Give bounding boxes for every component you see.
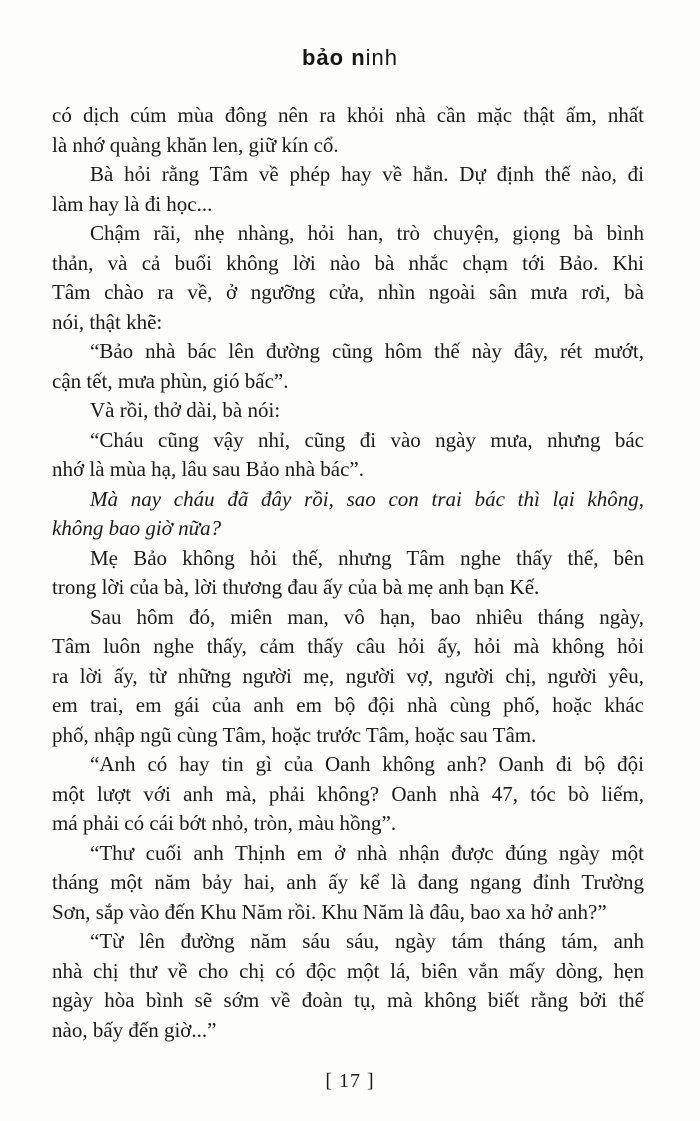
text-line: em trai, em gái của anh em bộ đội nhà cùng phố, hoặc khác xyxy=(52,693,644,717)
text-line: nào, bấy đến giờ...” xyxy=(52,1017,217,1042)
page-footer xyxy=(0,1066,700,1096)
text-line: một lượt với anh mà, phải không? Oanh nhà 47, tóc bò liếm, xyxy=(52,781,644,806)
text-line: Mà nay cháu đã đây rồi, sao con trai bác thì lại không, xyxy=(90,486,644,511)
author-name-light: inh xyxy=(365,45,399,70)
text-line: Sau hôm đó, miên man, vô hạn, bao nhiêu tháng ngày, xyxy=(90,604,644,629)
text-line: “Bảo nhà bác lên đường cũng hôm thế này đây, rét mướt, xyxy=(90,339,644,363)
text-line: là nhớ quàng khăn len, giữ kín cổ. xyxy=(52,132,339,157)
text-line: Sơn, sắp vào đến Khu Năm rồi. Khu Năm là đâu, bao xa hở anh?” xyxy=(52,899,607,924)
text-line: “Từ lên đường năm sáu sáu, ngày tám tháng tám, anh xyxy=(90,929,644,953)
running-header xyxy=(0,44,700,72)
text-line: trong lời của bà, lời thương đau ấy của bà mẹ anh bạn Kế. xyxy=(52,575,540,599)
text-line: “Thư cuối anh Thịnh em ở nhà nhận được đúng ngày một xyxy=(90,840,644,865)
text-line: “Cháu cũng vậy nhỉ, cũng đi vào ngày mưa, nhưng bác xyxy=(90,427,644,452)
text-line: Mẹ Bảo không hỏi thế, nhưng Tâm nghe thấy thế, bên xyxy=(90,545,644,570)
text-line: nhà chị thư về cho chị có độc một lá, biên vắn mấy dòng, hẹn xyxy=(52,958,644,983)
text-line: ngày hòa bình sẽ sớm về đoàn tụ, mà không biết rằng bởi thế xyxy=(52,988,644,1012)
text-line: nói, thật khẽ: xyxy=(52,309,163,334)
text-line: Và rồi, thở dài, bà nói: xyxy=(90,398,281,422)
text-line: không bao giờ nữa? xyxy=(52,516,222,540)
text-line: nhớ là mùa hạ, lâu sau Bảo nhà bác”. xyxy=(52,457,364,481)
text-line: thản, và cả buổi không lời nào bà nhắc chạm tới Bảo. Khi xyxy=(52,250,644,275)
text-line: có dịch cúm mùa đông nên ra khỏi nhà cần mặc thật ấm, nhất xyxy=(52,103,644,127)
text-line: Tâm chào ra về, ở ngưỡng cửa, nhìn ngoài sân mưa rơi, bà xyxy=(52,280,644,304)
text-line: “Anh có hay tin gì của Oanh không anh? Oanh đi bộ đội xyxy=(90,752,644,776)
text-line: Tâm luôn nghe thấy, cảm thấy câu hỏi ấy, hỏi mà không hỏi xyxy=(52,634,644,658)
page-number: [ 17 ] xyxy=(325,1070,375,1092)
text-line: má phải có cái bớt nhỏ, tròn, màu hồng”. xyxy=(52,811,397,835)
text-line: phố, nhập ngũ cùng Tâm, hoặc trước Tâm, hoặc sau Tâm. xyxy=(52,722,537,747)
text-line: Chậm rãi, nhẹ nhàng, hỏi han, trò chuyện, giọng bà bình xyxy=(90,221,644,245)
text-line: cận tết, mưa phùn, gió bấc”. xyxy=(52,368,289,393)
text-line: ra lời ấy, từ những người mẹ, người vợ, người chị, người yêu, xyxy=(52,663,644,688)
text-line: làm hay là đi học... xyxy=(52,191,213,216)
text-line: tháng một năm bảy hai, anh ấy kể là đang ngang đỉnh Trường xyxy=(52,870,644,894)
text-line: Bà hỏi rằng Tâm về phép hay về hẳn. Dự định thế nào, đi xyxy=(90,162,644,186)
body-text xyxy=(52,101,644,1045)
author-name-bold: bảo n xyxy=(301,45,366,70)
